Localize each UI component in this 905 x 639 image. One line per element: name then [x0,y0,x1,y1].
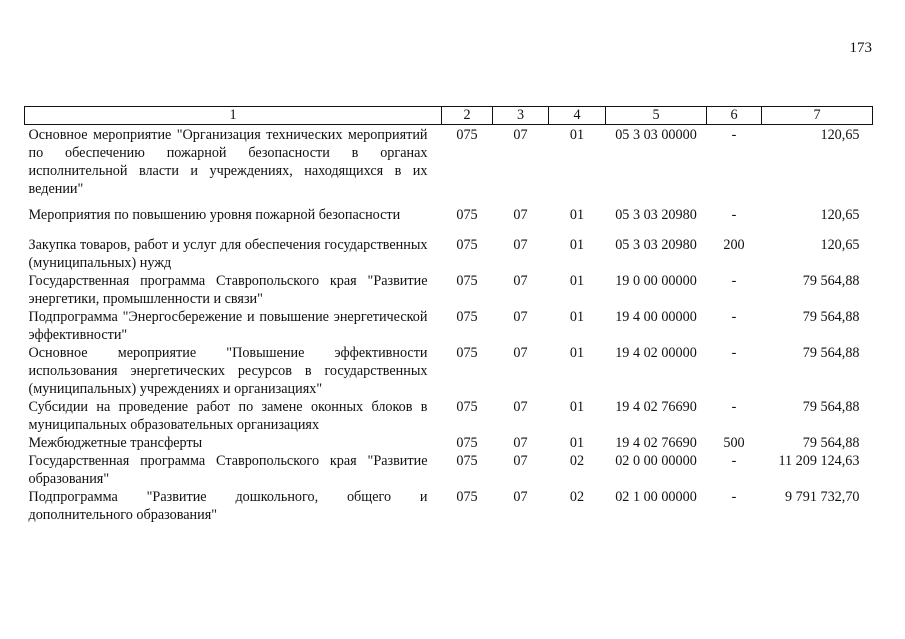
row-col2: 075 [456,453,478,469]
table-row [25,236,873,272]
row-col3: 07 [513,309,528,325]
table-row [25,488,873,524]
row-col3: 07 [513,489,528,505]
page-number: 173 [849,40,872,56]
column-header-6: 6 [707,107,762,125]
row-col5: 19 0 00 00000 [615,273,697,289]
row-col2: 075 [456,127,478,143]
row-col2: 075 [456,273,478,289]
row-col4: 01 [569,207,585,223]
row-name: Основное мероприятие "Организация технических мероприятий по обеспечению пожарной безопасности в органах исполнительной власти и учреждениях, находящихся в их ведении" [28,127,428,197]
row-col5: 05 3 03 20980 [615,207,697,223]
row-col4: 02 [569,489,585,505]
row-col7: 9 791 732,70 [785,489,860,505]
row-col2: 075 [456,237,478,253]
row-name: Межбюджетные трансферты [28,435,203,451]
row-col6: 200 [723,237,745,253]
row-col6: - [731,127,737,143]
row-col7: 120,65 [820,237,860,253]
row-col3: 07 [513,237,528,253]
column-header-7: 7 [762,107,873,125]
table-header-row [25,107,873,125]
budget-table [24,106,873,524]
row-col7: 79 564,88 [802,273,860,289]
row-col6: 500 [723,435,745,451]
column-header-3: 3 [493,107,549,125]
table-row [25,125,873,199]
row-col3: 07 [513,127,528,143]
row-name: Мероприятия по повышению уровня пожарной безопасности [28,207,401,223]
row-col4: 01 [569,435,585,451]
table-row [25,308,873,344]
row-col5: 19 4 02 76690 [615,399,697,415]
table-row [25,398,873,434]
row-name: Субсидии на проведение работ по замене оконных блоков в муниципальных образовательных организациях [28,399,428,433]
row-col7: 79 564,88 [802,345,860,361]
table-row [25,434,873,452]
table-row [25,452,873,488]
row-col7: 120,65 [820,127,860,143]
row-col3: 07 [513,345,528,361]
row-name: Подпрограмма "Развитие дошкольного, общего и дополнительного образования" [28,489,428,523]
table-row [25,272,873,308]
row-col3: 07 [513,435,528,451]
row-col6: - [731,309,737,325]
row-col2: 075 [456,435,478,451]
column-header-4: 4 [549,107,606,125]
row-col6: - [731,453,737,469]
column-header-5: 5 [606,107,707,125]
row-name: Подпрограмма "Энергосбережение и повышение энергетической эффективности" [28,309,428,343]
row-col5: 02 0 00 00000 [615,453,697,469]
row-col6: - [731,273,737,289]
row-col2: 075 [456,345,478,361]
row-col3: 07 [513,399,528,415]
row-col7: 79 564,88 [802,309,860,325]
column-header-1: 1 [25,107,442,125]
column-header-2: 2 [442,107,493,125]
row-col4: 01 [569,273,585,289]
row-col5: 19 4 02 76690 [615,435,697,451]
row-col3: 07 [513,453,528,469]
row-name: Закупка товаров, работ и услуг для обеспечения государственных (муниципальных) нужд [28,237,428,271]
row-col6: - [731,207,737,223]
table-row [25,344,873,398]
table-row [25,198,873,236]
row-col3: 07 [513,273,528,289]
row-col4: 01 [569,399,585,415]
row-col2: 075 [456,309,478,325]
row-col7: 79 564,88 [802,435,860,451]
row-col5: 05 3 03 00000 [615,127,697,143]
row-col4: 01 [569,127,585,143]
row-col4: 02 [569,453,585,469]
row-col6: - [731,399,737,415]
row-col6: - [731,489,737,505]
row-col2: 075 [456,399,478,415]
row-name: Государственная программа Ставропольского края "Развитие образования" [28,453,428,487]
row-col4: 01 [569,237,585,253]
row-name: Государственная программа Ставропольского края "Развитие энергетики, промышленности и связи" [28,273,428,307]
row-col7: 11 209 124,63 [778,453,860,469]
row-col2: 075 [456,489,478,505]
row-name: Основное мероприятие "Повышение эффективности использования энергетических ресурсов в государственных (муниципальных) учреждениях и организациях" [28,345,428,397]
row-col5: 02 1 00 00000 [615,489,697,505]
row-col7: 79 564,88 [802,399,860,415]
row-col4: 01 [569,309,585,325]
row-col6: - [731,345,737,361]
row-col5: 19 4 00 00000 [615,309,697,325]
row-col5: 05 3 03 20980 [615,237,697,253]
row-col5: 19 4 02 00000 [615,345,697,361]
row-col4: 01 [569,345,585,361]
row-col7: 120,65 [820,207,860,223]
row-col2: 075 [456,207,478,223]
row-col3: 07 [513,207,528,223]
